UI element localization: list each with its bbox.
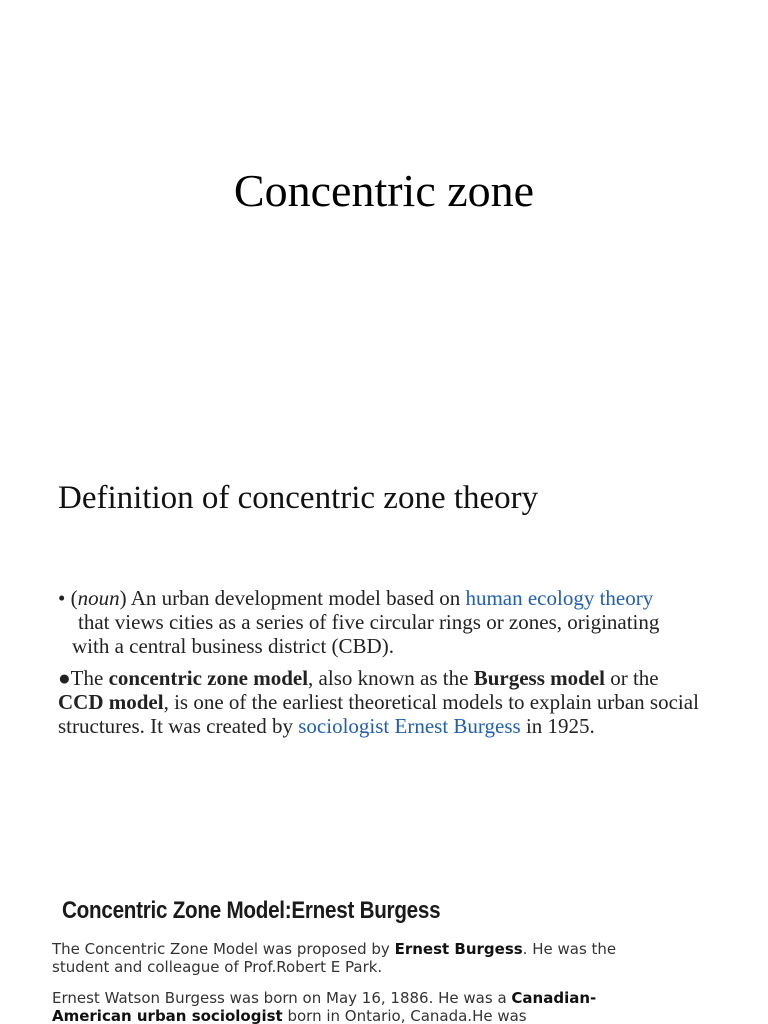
definition-heading: Definition of concentric zone theory — [58, 480, 539, 516]
para-text-4: in 1925. — [520, 714, 595, 738]
definition-bullet — [58, 586, 708, 658]
para-bold-burgess: Burgess model — [473, 666, 605, 690]
title-slide — [0, 0, 768, 440]
img-p1-bold: Ernest Burgess — [394, 940, 523, 958]
burgess-paragraph — [58, 666, 708, 738]
definition-slide — [0, 440, 768, 870]
para-text-1: , also known as the — [308, 666, 474, 690]
para-text-3: , is one of the earliest theoretical models to explain urban social structures. It was created by — [58, 690, 699, 738]
bullet-text: ) An urban development model based on — [119, 586, 466, 610]
bullet-line-3: with a central business district (CBD). — [72, 634, 394, 658]
bullet-marker: • — [58, 586, 66, 610]
img-p2-bold: Canadian-American urban sociologist — [52, 989, 597, 1024]
para-text-2: or the — [604, 666, 659, 690]
bullet-line-1 — [58, 586, 708, 610]
img-p2-text-1: Ernest Watson Burgess was born on May 16, 1886. He was a — [52, 989, 512, 1007]
para-bold-concentric: concentric zone model — [108, 666, 309, 690]
burgess-image-slide — [0, 870, 768, 1024]
bullet-line-2: that views cities as a series of five circular rings or zones, originating — [78, 610, 660, 634]
para-prefix: ●The — [58, 666, 109, 690]
para-bold-ccd: CCD model — [58, 690, 164, 714]
image-paragraph-1 — [52, 940, 652, 976]
slide-title: Concentric zone — [233, 165, 535, 216]
image-paragraph-2 — [52, 989, 652, 1024]
ernest-burgess-link[interactable]: sociologist Ernest Burgess — [298, 714, 521, 738]
img-p1-text-1: The Concentric Zone Model was proposed by — [52, 940, 395, 958]
noun-label: noun — [77, 586, 120, 610]
img-p1-text-2: . He was the student and colleague of Prof.Robert E Park. — [52, 940, 617, 976]
human-ecology-link[interactable]: human ecology theory — [465, 586, 654, 610]
img-p2-text-2: born in Ontario, Canada.He was — [282, 1007, 527, 1024]
open-paren: ( — [70, 586, 78, 610]
image-heading: Concentric Zone Model:Ernest Burgess — [62, 897, 441, 924]
